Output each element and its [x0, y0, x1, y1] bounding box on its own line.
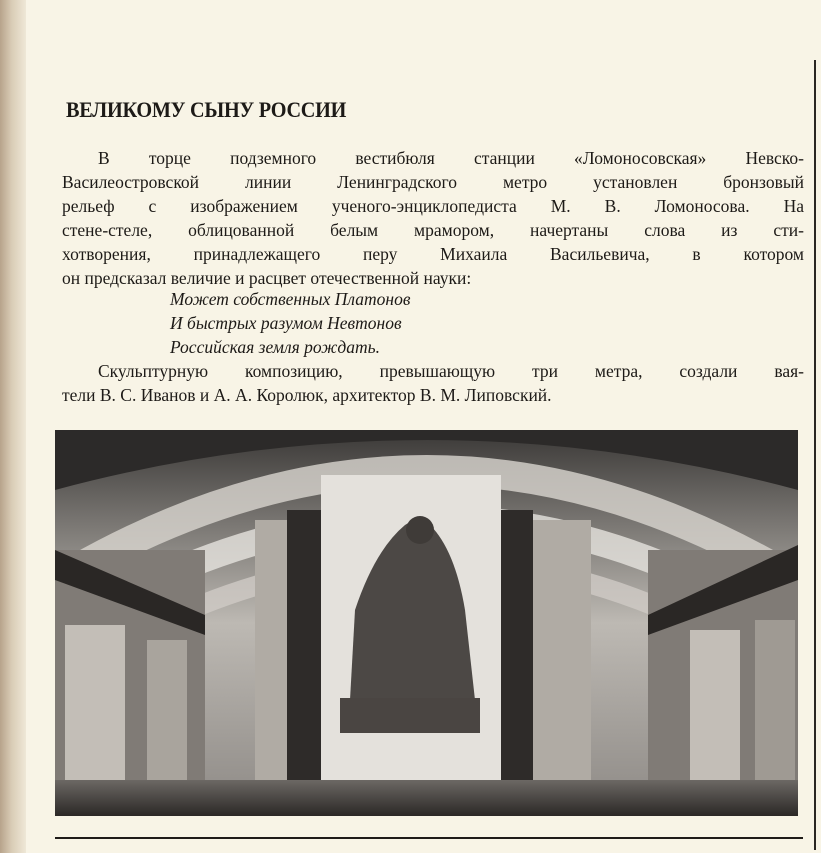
metro-station-photo: [55, 430, 798, 816]
paragraph-line: рельеф с изображением ученого-энциклопедиста М. В. Ломоносова. На: [62, 196, 804, 216]
page-right-border: [814, 60, 816, 850]
paragraph-line: хотворения, принадлежащего перу Михаила Васильевича, в котором: [62, 244, 804, 264]
article-title: ВЕЛИКОМУ СЫНУ РОССИИ: [66, 97, 347, 122]
paragraph-line: В торце подземного вестибюля станции «Ломоносовская» Невско-: [98, 148, 804, 168]
verse-line: Российская земля рождать.: [170, 337, 381, 357]
paragraph-line: Василеостровской линии Ленинградского метро установлен бронзовый: [62, 172, 804, 192]
paragraph-line: тели В. С. Иванов и А. А. Королюк, архитектор В. М. Липовский.: [62, 385, 552, 405]
paragraph-line: Скульптурную композицию, превышающую три метра, создали вая-: [98, 361, 804, 381]
bottom-rule: [55, 837, 803, 839]
verse-line: И быстрых разумом Невтонов: [170, 313, 402, 333]
page-binding-edge: [0, 0, 26, 853]
paragraph-line: он предсказал величие и расцвет отечественной науки:: [62, 268, 472, 288]
verse-line: Может собственных Платонов: [170, 289, 411, 309]
paragraph-line: стене-стеле, облицованной белым мрамором, начертаны слова из сти-: [62, 220, 804, 240]
